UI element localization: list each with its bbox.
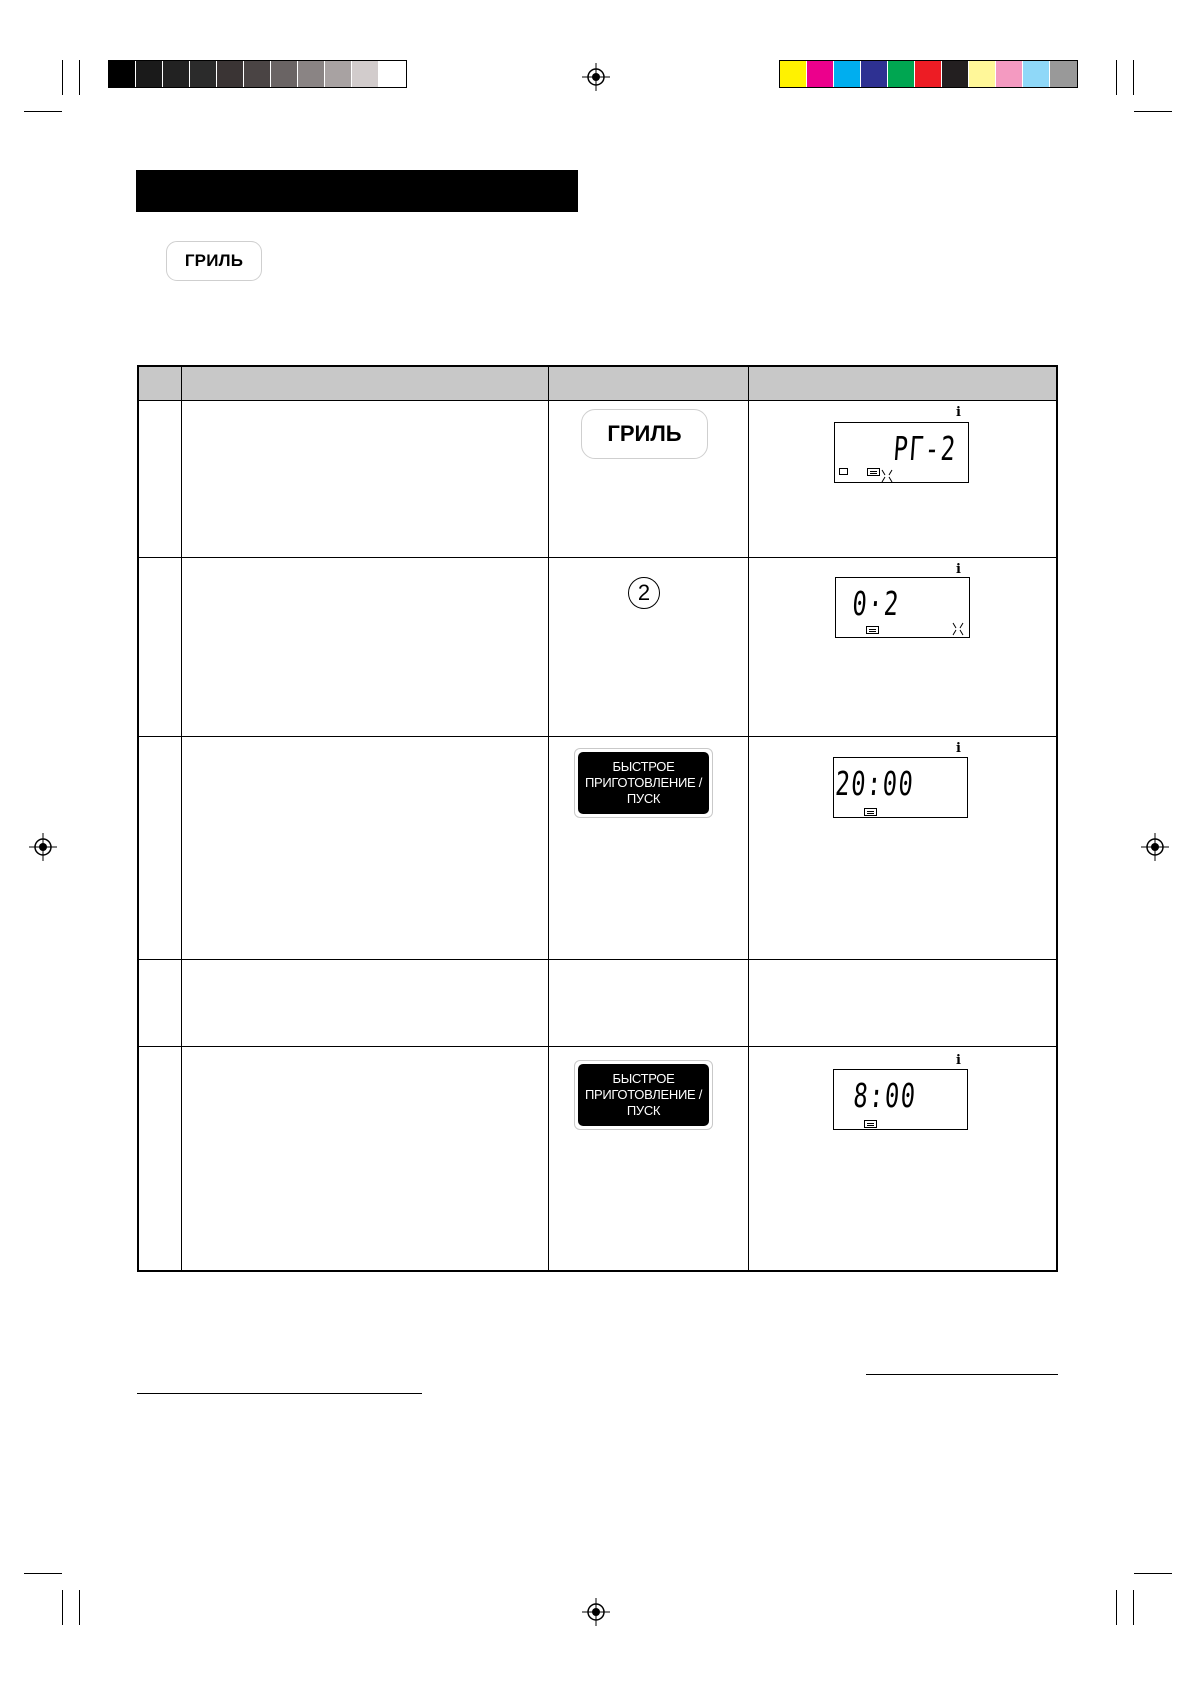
flash-icon <box>950 621 966 637</box>
display-readout: 20:00 <box>834 764 916 803</box>
color-swatch <box>379 61 406 87</box>
column-divider <box>548 367 549 1270</box>
power-icon <box>839 468 848 475</box>
table-header <box>139 367 1056 401</box>
column-divider <box>181 367 182 1270</box>
display-readout: 8:00 <box>852 1076 918 1115</box>
column-divider <box>748 367 749 1270</box>
flash-icon <box>879 468 895 484</box>
button-line: БЫСТРОЕ <box>612 1071 675 1086</box>
quick-cook-start-label <box>578 752 709 814</box>
info-icon: i <box>956 562 961 577</box>
crop-mark <box>1133 60 1134 95</box>
crop-mark <box>79 1590 80 1625</box>
color-swatch <box>834 61 861 87</box>
crop-mark <box>24 111 62 112</box>
color-bar <box>779 60 1078 88</box>
color-swatch <box>915 61 942 87</box>
rule-line <box>137 1393 422 1394</box>
lcd-display <box>835 577 970 638</box>
lcd-display <box>834 422 969 483</box>
quick-cook-start-button[interactable] <box>574 748 713 818</box>
color-swatch <box>271 61 298 87</box>
color-swatch <box>352 61 379 87</box>
color-swatch <box>190 61 217 87</box>
lcd-display <box>833 757 968 818</box>
color-swatch <box>217 61 244 87</box>
crop-mark <box>24 1573 62 1574</box>
color-swatch <box>298 61 325 87</box>
color-swatch <box>969 61 996 87</box>
color-swatch <box>163 61 190 87</box>
color-swatch <box>136 61 163 87</box>
color-swatch <box>861 61 888 87</box>
registration-mark-icon <box>582 1598 610 1626</box>
grill-button[interactable]: ГРИЛЬ <box>581 409 708 459</box>
crop-mark <box>1134 1573 1172 1574</box>
registration-mark-icon <box>29 833 57 861</box>
registration-mark-icon <box>582 63 610 91</box>
row-divider <box>139 1046 1056 1047</box>
info-icon: i <box>956 1053 961 1068</box>
row-divider <box>139 959 1056 960</box>
color-swatch <box>780 61 807 87</box>
lcd-display <box>833 1069 968 1130</box>
color-swatch <box>1023 61 1050 87</box>
button-line: ПУСК <box>626 791 661 806</box>
rule-line <box>866 1374 1058 1375</box>
info-icon: i <box>956 405 961 420</box>
button-line: ПРИГОТОВЛЕНИЕ / <box>584 775 703 790</box>
button-line: ПУСК <box>626 1103 661 1118</box>
grayscale-bar <box>108 60 407 88</box>
color-swatch <box>888 61 915 87</box>
button-line: БЫСТРОЕ <box>612 759 675 774</box>
grill-icon <box>864 808 877 816</box>
color-swatch <box>244 61 271 87</box>
quick-cook-start-button[interactable] <box>574 1060 713 1130</box>
grill-icon <box>864 1120 877 1128</box>
crop-mark <box>1116 1590 1117 1625</box>
crop-mark <box>1133 1590 1134 1625</box>
instruction-table <box>137 365 1058 1272</box>
color-swatch <box>942 61 969 87</box>
button-line: ПРИГОТОВЛЕНИЕ / <box>584 1087 703 1102</box>
display-readout: 0·2 <box>851 584 902 623</box>
color-swatch <box>1050 61 1077 87</box>
row-divider <box>139 736 1056 737</box>
number-2-button[interactable]: 2 <box>628 577 660 609</box>
info-icon: i <box>956 741 961 756</box>
quick-cook-start-label <box>578 1064 709 1126</box>
registration-mark-icon <box>1141 833 1169 861</box>
crop-mark <box>62 60 63 95</box>
color-swatch <box>996 61 1023 87</box>
crop-mark <box>79 60 80 95</box>
crop-mark <box>1116 60 1117 95</box>
color-swatch <box>109 61 136 87</box>
crop-mark <box>1134 111 1172 112</box>
section-title-block <box>136 170 578 212</box>
row-divider <box>139 557 1056 558</box>
crop-mark <box>62 1590 63 1625</box>
color-swatch <box>325 61 352 87</box>
grill-badge: ГРИЛЬ <box>166 241 262 281</box>
grill-icon <box>866 626 879 634</box>
display-readout: PГ-2 <box>892 429 958 468</box>
color-swatch <box>807 61 834 87</box>
